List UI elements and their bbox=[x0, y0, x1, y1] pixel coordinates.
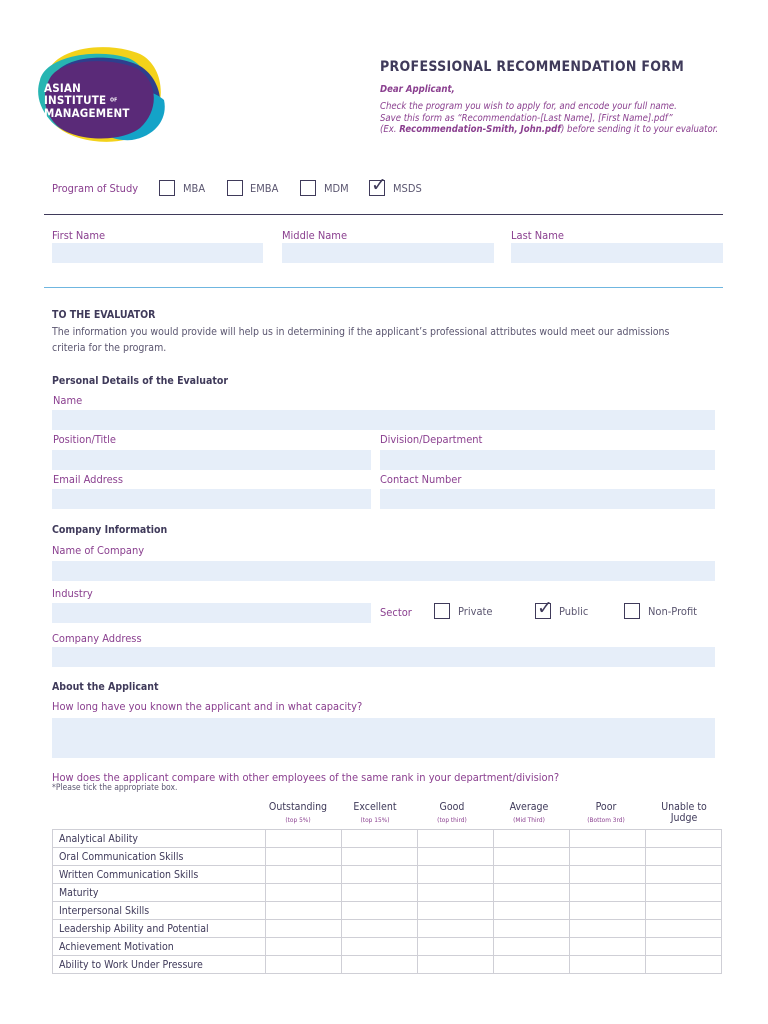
last-name-label: Last Name bbox=[511, 229, 564, 242]
logo-of: OF bbox=[110, 97, 118, 104]
col-excellent bbox=[337, 802, 413, 826]
rating-cell[interactable] bbox=[266, 866, 342, 884]
table-row bbox=[53, 830, 722, 848]
col-good bbox=[414, 802, 490, 826]
public-label: Public bbox=[559, 605, 589, 618]
emba-label: EMBA bbox=[250, 182, 279, 195]
private-checkbox[interactable] bbox=[434, 603, 450, 619]
col-unable bbox=[645, 802, 723, 824]
logo-line-1: ASIAN bbox=[44, 81, 81, 95]
company-name-field[interactable] bbox=[52, 561, 715, 581]
table-row bbox=[53, 938, 722, 956]
rating-cell[interactable] bbox=[494, 956, 570, 974]
intro-line-1: The information you would provide will help us in determining if the applicant’s professional attributes would meet our admissions bbox=[52, 326, 670, 338]
msds-checkbox[interactable] bbox=[369, 174, 387, 196]
company-address-label: Company Address bbox=[52, 632, 142, 645]
mba-checkbox[interactable] bbox=[159, 180, 175, 196]
rating-cell[interactable] bbox=[646, 938, 722, 956]
col-unable-label: Unable to Judge bbox=[661, 801, 707, 824]
rating-table bbox=[52, 829, 722, 974]
table-row bbox=[53, 920, 722, 938]
row-label: Achievement Motivation bbox=[53, 938, 266, 956]
about-applicant-heading: About the Applicant bbox=[52, 681, 159, 693]
check-mark-icon: ✓ bbox=[371, 174, 387, 196]
middle-name-field[interactable] bbox=[282, 243, 494, 263]
rating-cell[interactable] bbox=[494, 848, 570, 866]
private-label: Private bbox=[458, 605, 493, 618]
rating-cell[interactable] bbox=[646, 902, 722, 920]
col-outstanding-sub: (top 5%) bbox=[285, 816, 311, 824]
col-average bbox=[491, 802, 567, 826]
mdm-label: MDM bbox=[324, 182, 349, 195]
col-poor-label: Poor bbox=[595, 801, 617, 813]
rating-cell[interactable] bbox=[266, 956, 342, 974]
rating-cell[interactable] bbox=[646, 956, 722, 974]
rating-cell[interactable] bbox=[494, 830, 570, 848]
first-name-label: First Name bbox=[52, 229, 106, 242]
mba-label: MBA bbox=[183, 182, 206, 195]
logo-line-2: INSTITUTE bbox=[44, 93, 107, 107]
intro-line-2: criteria for the program. bbox=[52, 342, 167, 354]
col-excellent-label: Excellent bbox=[353, 801, 397, 813]
rating-cell[interactable] bbox=[494, 902, 570, 920]
rating-cell[interactable] bbox=[266, 920, 342, 938]
company-name-label: Name of Company bbox=[52, 544, 145, 557]
to-evaluator-heading: TO THE EVALUATOR bbox=[52, 309, 156, 321]
middle-name-label: Middle Name bbox=[282, 229, 348, 242]
msds-label: MSDS bbox=[393, 182, 422, 195]
rating-cell[interactable] bbox=[266, 938, 342, 956]
rating-cell[interactable] bbox=[570, 902, 646, 920]
instructions bbox=[380, 101, 718, 136]
rating-cell[interactable] bbox=[494, 884, 570, 902]
rating-cell[interactable] bbox=[342, 848, 418, 866]
rating-cell[interactable] bbox=[570, 920, 646, 938]
position-label: Position/Title bbox=[53, 433, 116, 446]
rating-cell[interactable] bbox=[342, 938, 418, 956]
company-info-heading: Company Information bbox=[52, 524, 168, 536]
col-poor bbox=[568, 802, 644, 826]
company-address-field[interactable] bbox=[52, 647, 715, 667]
rating-cell[interactable] bbox=[342, 920, 418, 938]
contact-field[interactable] bbox=[380, 489, 715, 509]
tick-note: *Please tick the appropriate box. bbox=[52, 783, 178, 793]
rating-cell[interactable] bbox=[494, 920, 570, 938]
logo-line-3: MANAGEMENT bbox=[44, 105, 130, 120]
instruction-line-3-pre: (Ex. bbox=[380, 124, 400, 135]
row-label: Written Communication Skills bbox=[53, 866, 266, 884]
non-profit-label: Non-Profit bbox=[648, 605, 698, 618]
rating-cell[interactable] bbox=[570, 866, 646, 884]
col-good-sub: (top third) bbox=[437, 816, 467, 824]
rating-cell[interactable] bbox=[418, 830, 494, 848]
form-title: PROFESSIONAL RECOMMENDATION FORM bbox=[380, 59, 685, 75]
last-name-field[interactable] bbox=[511, 243, 723, 263]
rating-cell[interactable] bbox=[570, 938, 646, 956]
personal-details-heading: Personal Details of the Evaluator bbox=[52, 375, 229, 387]
aim-logo bbox=[36, 44, 170, 144]
email-label: Email Address bbox=[53, 473, 123, 486]
table-row bbox=[53, 848, 722, 866]
rating-cell[interactable] bbox=[418, 848, 494, 866]
rating-cell[interactable] bbox=[418, 884, 494, 902]
rating-cell[interactable] bbox=[418, 920, 494, 938]
table-row bbox=[53, 866, 722, 884]
first-name-field[interactable] bbox=[52, 243, 263, 263]
rating-cell[interactable] bbox=[266, 848, 342, 866]
table-row bbox=[53, 884, 722, 902]
division-label: Division/Department bbox=[380, 433, 483, 446]
divider-blue bbox=[44, 287, 723, 288]
table-row bbox=[53, 956, 722, 974]
program-of-study-label: Program of Study bbox=[52, 182, 139, 195]
instruction-line-3-post: ) before sending it to your evaluator. bbox=[560, 124, 719, 135]
rating-cell[interactable] bbox=[646, 920, 722, 938]
rating-cell[interactable] bbox=[418, 938, 494, 956]
evaluator-name-label: Name bbox=[53, 394, 83, 407]
division-field[interactable] bbox=[380, 450, 715, 470]
rating-cell[interactable] bbox=[646, 830, 722, 848]
col-average-sub: (Mid Third) bbox=[513, 816, 545, 824]
known-applicant-field[interactable] bbox=[52, 718, 715, 758]
row-label: Maturity bbox=[53, 884, 266, 902]
rating-cell[interactable] bbox=[342, 866, 418, 884]
contact-label: Contact Number bbox=[380, 473, 462, 486]
col-outstanding bbox=[260, 802, 336, 826]
rating-cell[interactable] bbox=[266, 830, 342, 848]
rating-cell[interactable] bbox=[418, 866, 494, 884]
rating-cell[interactable] bbox=[418, 956, 494, 974]
instruction-line-2: Save this form as “Recommendation-[Last Name], [First Name].pdf” bbox=[380, 112, 673, 124]
mdm-checkbox[interactable] bbox=[300, 180, 316, 196]
rating-cell[interactable] bbox=[494, 938, 570, 956]
known-applicant-question: How long have you known the applicant and in what capacity? bbox=[52, 700, 363, 713]
row-label: Ability to Work Under Pressure bbox=[53, 956, 266, 974]
rating-cell[interactable] bbox=[570, 884, 646, 902]
public-checkbox[interactable] bbox=[535, 597, 553, 619]
rating-cell[interactable] bbox=[418, 902, 494, 920]
position-field[interactable] bbox=[52, 450, 371, 470]
emba-checkbox[interactable] bbox=[227, 180, 243, 196]
non-profit-checkbox[interactable] bbox=[624, 603, 640, 619]
rating-cell[interactable] bbox=[342, 884, 418, 902]
greeting: Dear Applicant, bbox=[380, 84, 455, 95]
instruction-example: Recommendation-Smith, John.pdf bbox=[399, 124, 561, 135]
table-row bbox=[53, 902, 722, 920]
check-mark-icon: ✓ bbox=[537, 597, 553, 619]
row-label: Leadership Ability and Potential bbox=[53, 920, 266, 938]
rating-cell[interactable] bbox=[570, 848, 646, 866]
comparison-question: How does the applicant compare with other employees of the same rank in your department/division? bbox=[52, 771, 560, 784]
row-label: Oral Communication Skills bbox=[53, 848, 266, 866]
rating-cell[interactable] bbox=[646, 866, 722, 884]
evaluator-intro-text bbox=[52, 324, 669, 356]
rating-cell[interactable] bbox=[266, 884, 342, 902]
rating-cell[interactable] bbox=[342, 830, 418, 848]
col-excellent-sub: (top 15%) bbox=[360, 816, 390, 824]
row-label: Interpersonal Skills bbox=[53, 902, 266, 920]
rating-cell[interactable] bbox=[646, 884, 722, 902]
col-average-label: Average bbox=[509, 801, 549, 813]
rating-cell[interactable] bbox=[342, 956, 418, 974]
rating-cell[interactable] bbox=[494, 866, 570, 884]
evaluator-name-field[interactable] bbox=[52, 410, 715, 430]
divider bbox=[44, 214, 723, 215]
instruction-line-1: Check the program you wish to apply for, and encode your full name. bbox=[380, 101, 677, 112]
rating-cell[interactable] bbox=[570, 830, 646, 848]
industry-label: Industry bbox=[52, 587, 93, 600]
row-label: Analytical Ability bbox=[53, 830, 266, 848]
rating-cell[interactable] bbox=[342, 902, 418, 920]
sector-label: Sector bbox=[380, 606, 412, 619]
industry-field[interactable] bbox=[52, 603, 371, 623]
col-poor-sub: (Bottom 3rd) bbox=[587, 816, 625, 824]
col-good-label: Good bbox=[439, 801, 465, 813]
email-field[interactable] bbox=[52, 489, 371, 509]
col-outstanding-label: Outstanding bbox=[268, 801, 328, 813]
rating-cell[interactable] bbox=[570, 956, 646, 974]
rating-cell[interactable] bbox=[646, 848, 722, 866]
rating-cell[interactable] bbox=[266, 902, 342, 920]
